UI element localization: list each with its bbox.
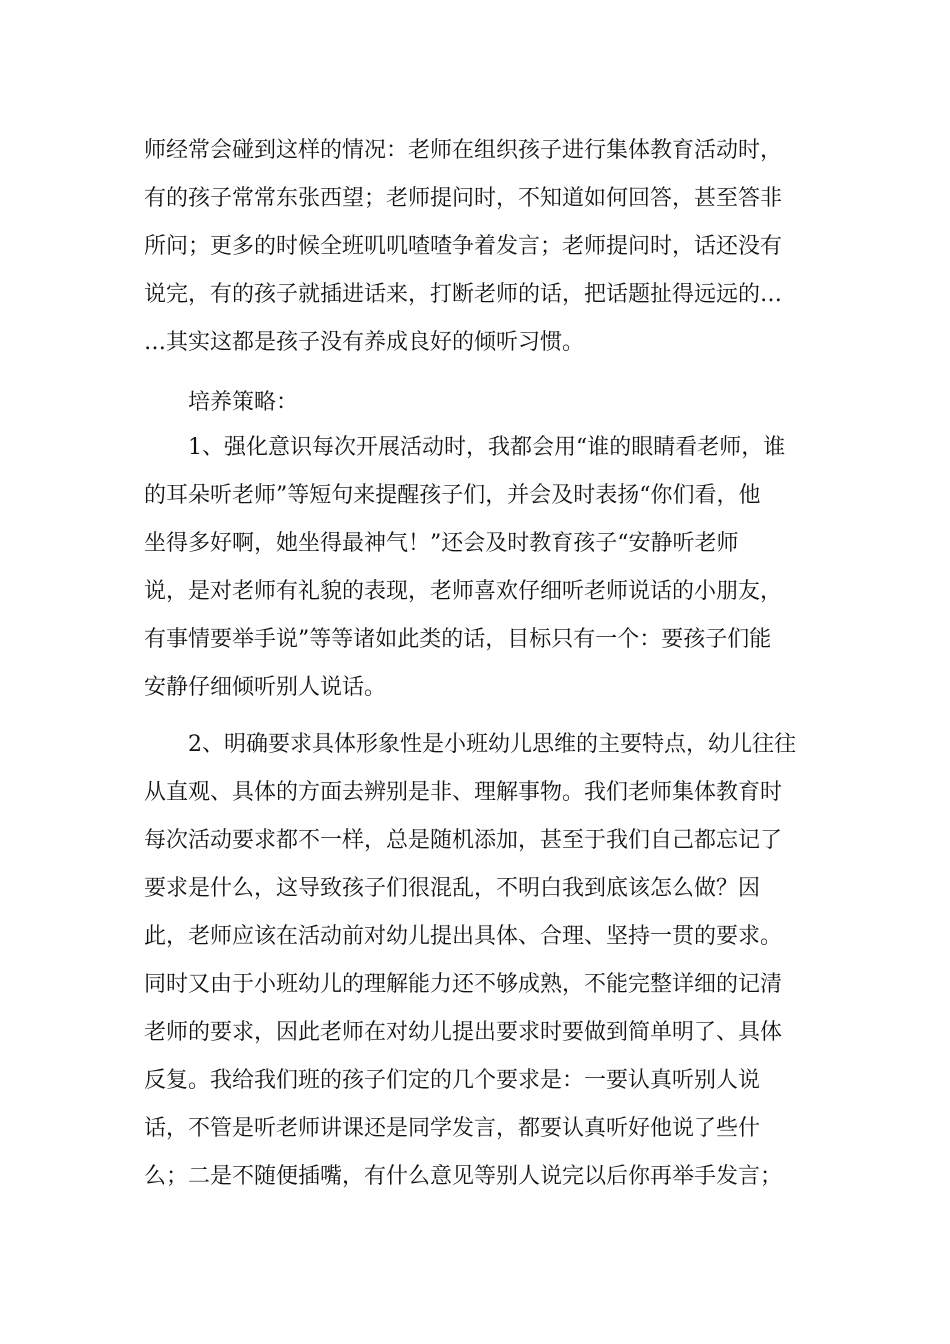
text-line: 么；二是不随便插嘴，有什么意见等别人说完以后你再举手发言； bbox=[144, 1164, 783, 1189]
text-line: 的耳朵听老师”等短句来提醒孩子们，并会及时表扬“你们看，他 bbox=[144, 483, 761, 508]
text-line: 老师的要求，因此老师在对幼儿提出要求时要做到简单明了、具体 bbox=[144, 1020, 783, 1045]
text-line: 安静仔细倾听别人说话。 bbox=[144, 675, 387, 700]
paragraph-strategy-2 bbox=[144, 721, 816, 1201]
text-line: 反复。我给我们班的孩子们定的几个要求是：一要认真听别人说 bbox=[144, 1068, 761, 1093]
section-heading bbox=[144, 379, 816, 427]
text-line: 说完，有的孩子就插进话来，打断老师的话，把话题扯得远远的… bbox=[144, 282, 783, 307]
text-line: 师经常会碰到这样的情况：老师在组织孩子进行集体教育活动时， bbox=[144, 138, 783, 163]
text-line: 同时又由于小班幼儿的理解能力还不够成熟，不能完整详细的记清 bbox=[144, 972, 783, 997]
text-line: 所问；更多的时候全班叽叽喳喳争着发言；老师提问时，话还没有 bbox=[144, 234, 783, 259]
text-line: 1、强化意识每次开展活动时，我都会用“谁的眼睛看老师，谁 bbox=[144, 435, 786, 460]
text-line: 每次活动要求都不一样，总是随机添加，甚至于我们自己都忘记了 bbox=[144, 828, 783, 853]
text-line: 有的孩子常常东张西望；老师提问时，不知道如何回答，甚至答非 bbox=[144, 186, 783, 211]
text-line: 要求是什么，这导致孩子们很混乱，不明白我到底该怎么做？因 bbox=[144, 876, 761, 901]
paragraph-strategy-1 bbox=[144, 424, 816, 712]
text-line: …其实这都是孩子没有养成良好的倾听习惯。 bbox=[144, 330, 585, 355]
text-line: 从直观、具体的方面去辨别是非、理解事物。我们老师集体教育时 bbox=[144, 780, 783, 805]
text-line: 话，不管是听老师讲课还是同学发言，都要认真听好他说了些什 bbox=[144, 1116, 761, 1141]
heading-text: 培养策略： bbox=[144, 390, 299, 415]
text-line: 说，是对老师有礼貌的表现，老师喜欢仔细听老师说话的小朋友， bbox=[144, 579, 783, 604]
text-line: 有事情要举手说”等等诸如此类的话，目标只有一个：要孩子们能 bbox=[144, 627, 772, 652]
text-line: 坐得多好啊，她坐得最神气！”还会及时教育孩子“安静听老师 bbox=[144, 531, 739, 556]
text-line: 此，老师应该在活动前对幼儿提出具体、合理、坚持一贯的要求。 bbox=[144, 924, 783, 949]
text-line: 2、明确要求具体形象性是小班幼儿思维的主要特点，幼儿往往 bbox=[144, 732, 796, 757]
paragraph-listening-problems bbox=[144, 127, 816, 367]
